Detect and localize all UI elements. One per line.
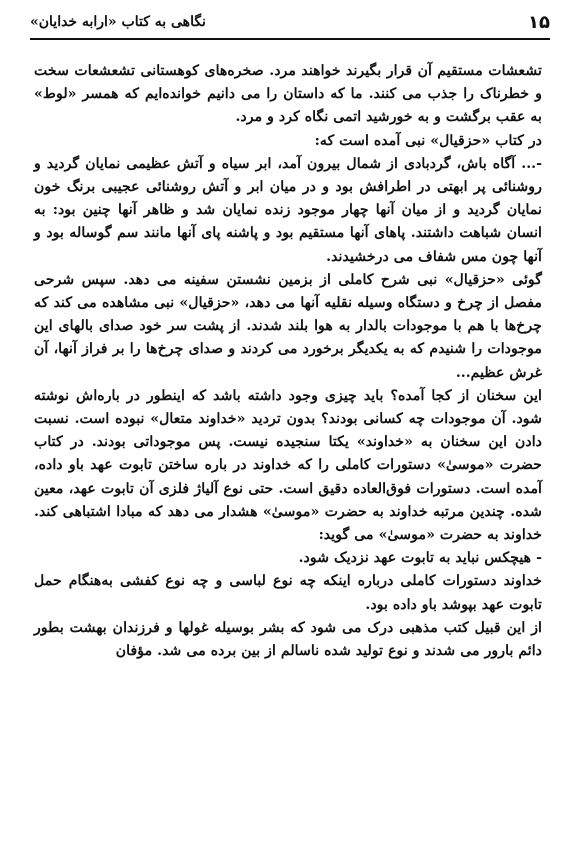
page-header [30,6,550,40]
paragraph: از این قبیل کتب مذهبی درک می شود که بشر بوسیله غولها و فرزندان بهشت بطور دائم بارور می شدند و نوع تولید شده ناسالم از بین برده می شد. مؤفان [34,619,542,660]
quoted-paragraph: - هیچکس نباید به تابوت عهد نزدیک شود. [298,550,542,567]
quoted-paragraph: -... آگاه باش، گردبادی از شمال بیرون آمد، ابر سیاه و آتش عظیمی نمایان گردید و روشنائی پر ابهتی در اطرافش بود و در میان ابر و آتش روشنائی عجیبی برنگ خون نمایان گردید و از میان آنها چهار موجود زنده نمایان شد و ظاهر آنها چنین بود: به انسان شباهت داشتند. پاهای آنها مستقیم بود و پاشنه پای آنها مانند سم گوساله بود و آنها چون مس شفاف می درخشیدند. [34,155,542,265]
paragraph: خداوند دستورات کاملی درباره اینکه چه نوع لباسی و چه نوع کفشی به‌هنگام حمل تابوت عهد بپوشد باو داده بود. [34,573,542,613]
paragraph: گوئی «حزقیال» نبی شرح کاملی از بزمین نشستن سفینه می دهد. سپس شرحی مفصل از چرخ و دستگاه وسیله نقلیه آنها می دهد، «حزقیال» نبی مشاهده می کند که چرخ‌ها با هم با موجودات بالدار به هوا بلند شدند. از پشت سر خود صدای بالهای این موجودات را شنیدم که به یکدیگر برخورد می کردند و صدای چرخ‌ها را بر فراز آنها، آن غرش عظیم... [34,271,542,381]
body-text [34,60,542,842]
page-number: ۱۵ [528,11,550,33]
paragraph: در کتاب «حزقیال» نبی آمده است که: [314,132,542,149]
paragraph: تشعشات مستقیم آن قرار بگیرند خواهند مرد. صخره‌های کوهستانی تشعشعات سخت و خطرناک را جذب می کنند. ما که داستان را می دانیم خوانده‌ایم که همسر «لوط» به عقب برگشت و به خورشید اتمی نگاه کرد و مرد. [34,63,542,126]
paragraph: این سخنان از کجا آمده؟ باید چیزی وجود داشته باشد که اینطور در باره‌اش نوشته شود. آن موجودات چه کسانی بودند؟ بدون تردید «خداوند متعال» نبوده است. نسبت دادن این سخنان به «خداوند» یکتا سنجیده نیست. پس موجوداتی بودند. در کتاب حضرت «موسیٰ» دستورات کاملی را که خداوند در باره ساختن تابوت عهد باو داده، آمده است. دستورات فوق‌العاده دقیق است. حتی نوع آلیاژ فلزی آن تابوت عهد، معین شده. چندین مرتبه خداوند به حضرت «موسیٰ» هشدار می دهد که مبادا اشتباهی کند. خداوند به حضرت «موسیٰ» می گوید: [34,387,542,544]
running-title: نگاهی به کتاب «ارابه خدایان» [30,14,206,30]
